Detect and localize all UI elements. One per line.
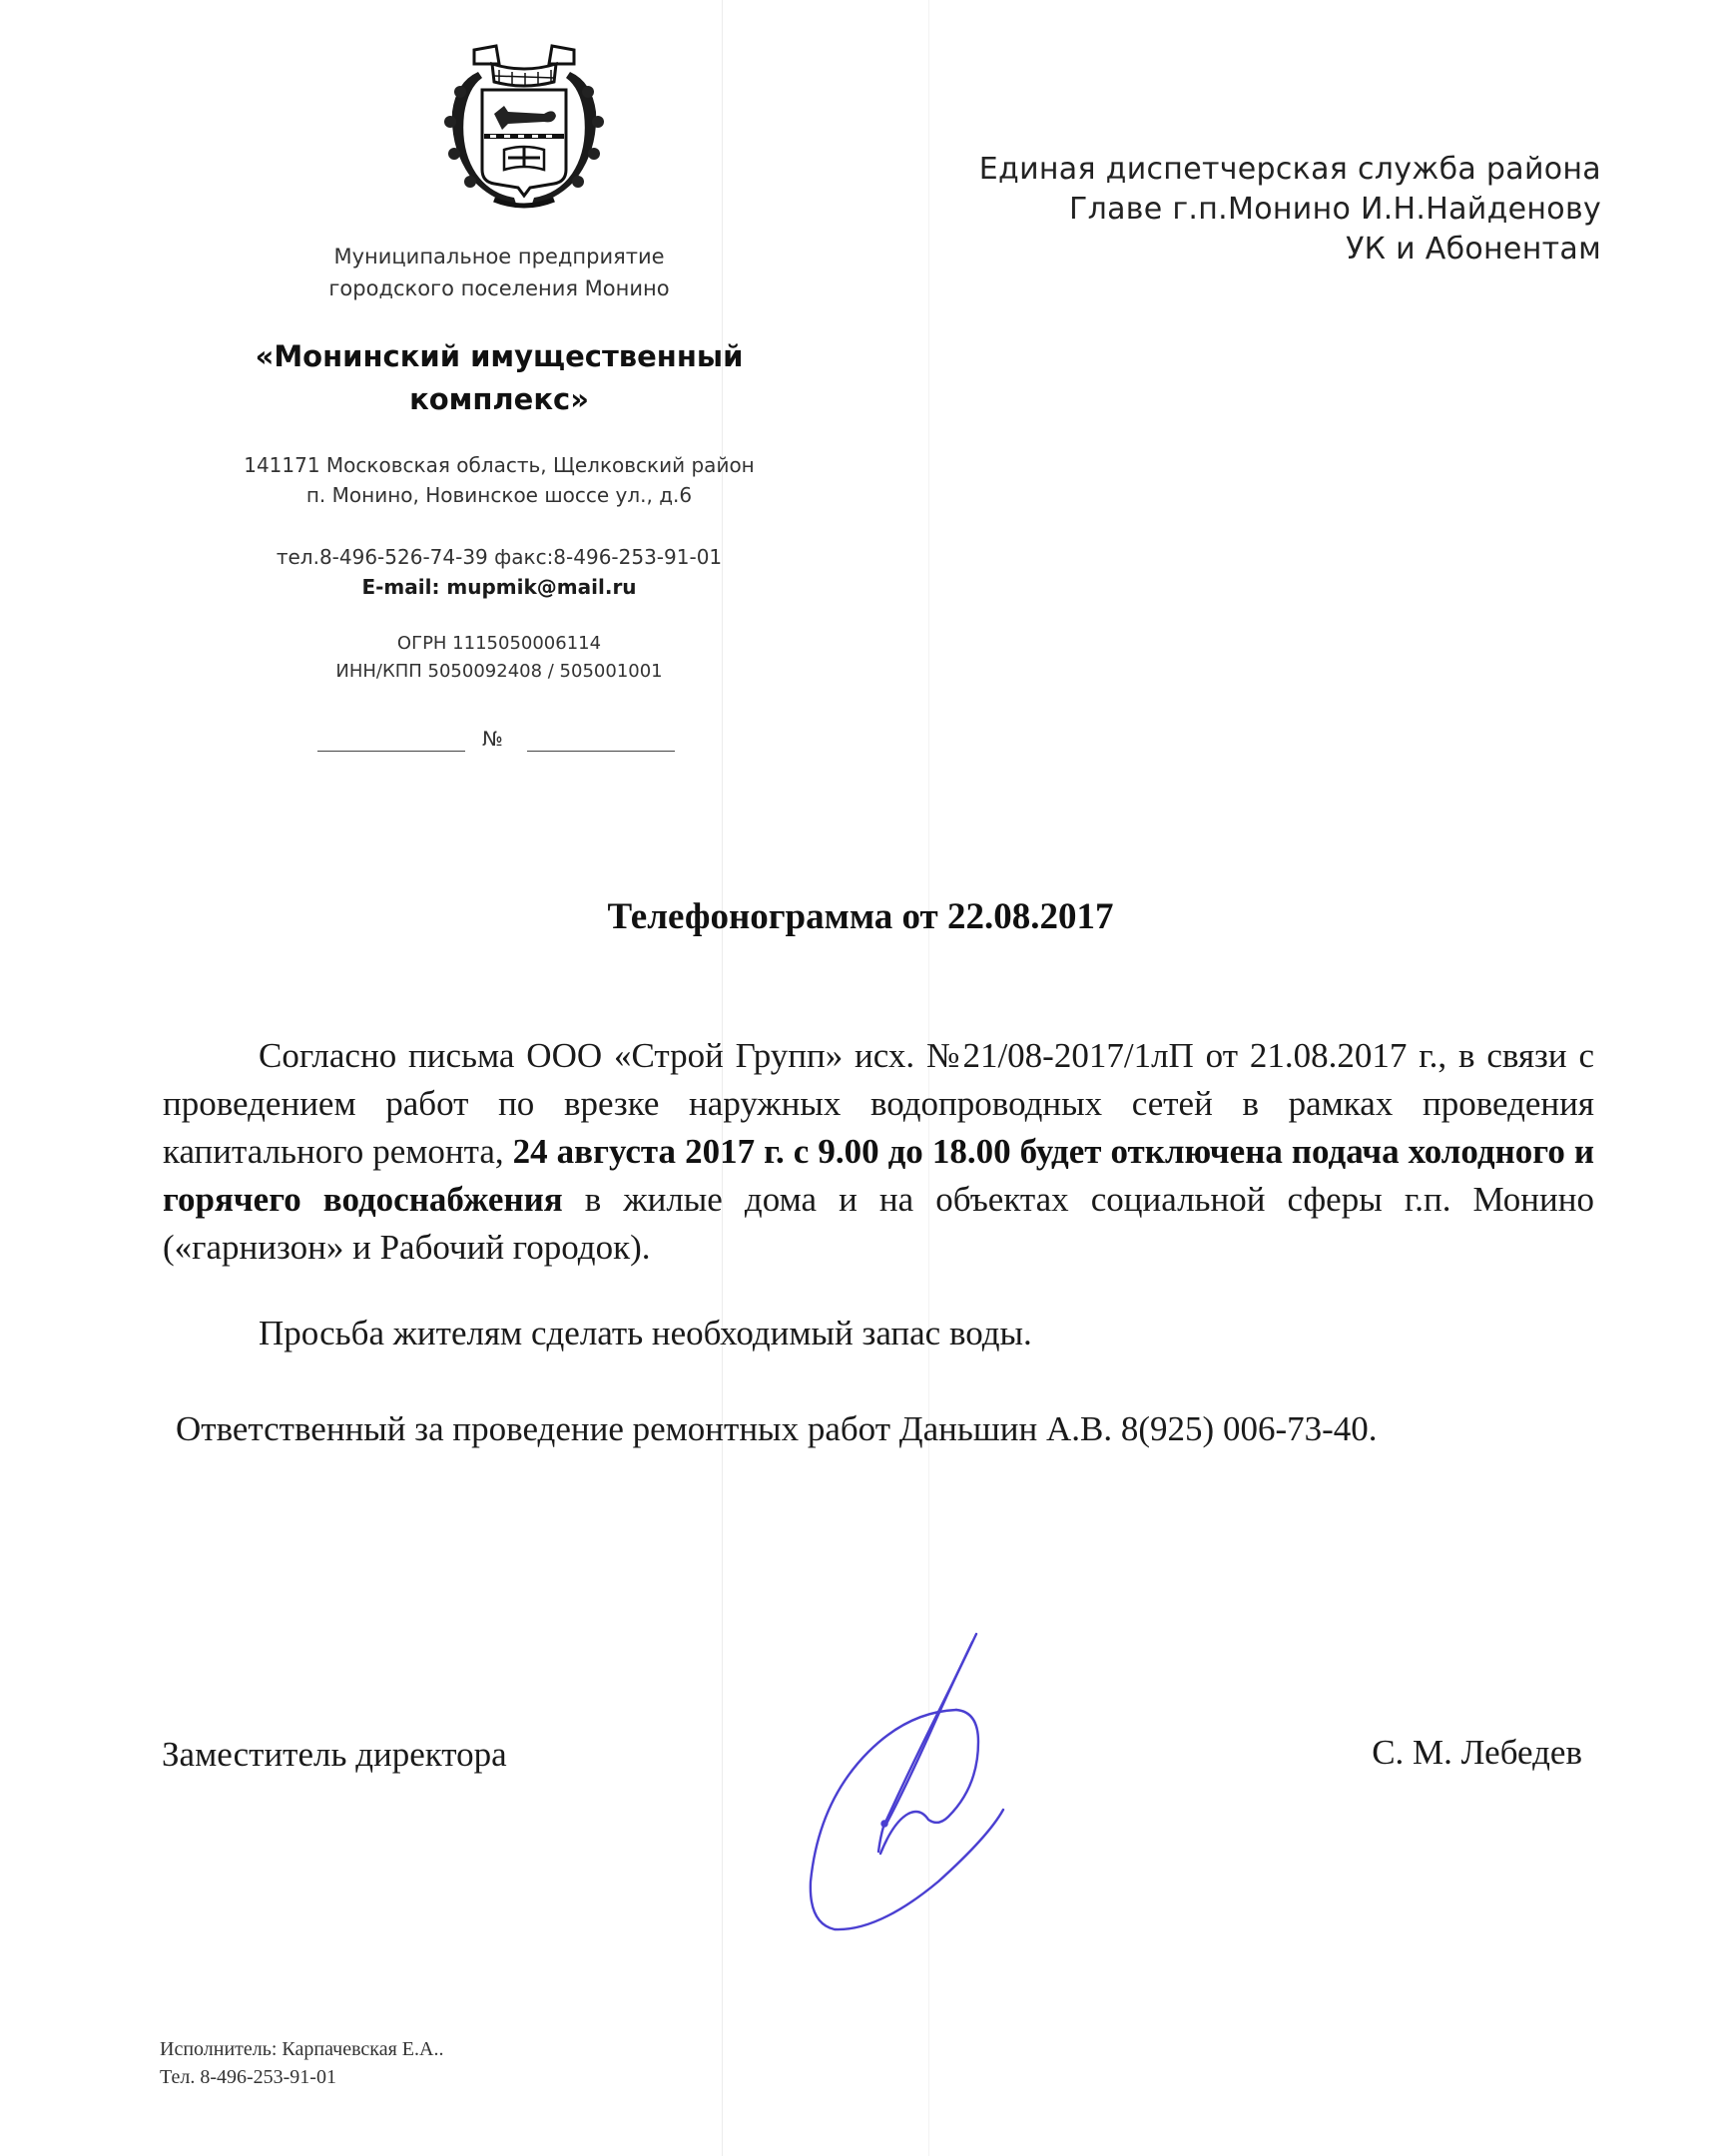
- signatory-position: Заместитель директора: [162, 1735, 507, 1774]
- signatory-name: С. М. Лебедев: [1372, 1733, 1582, 1772]
- org-address: п. Монино, Новинское шоссе ул., д.6: [305, 483, 693, 507]
- outgoing-number-line: [317, 727, 677, 757]
- number-sign: №: [482, 727, 503, 751]
- body-paragraph: [163, 1032, 1594, 1272]
- org-name: комплекс»: [409, 382, 589, 416]
- org-type-line: Муниципальное предприятие: [333, 245, 665, 269]
- body-paragraph: Просьба жителям сделать необходимый запас воды.: [259, 1314, 1032, 1352]
- org-address: 141171 Московская область, Щелковский район: [244, 453, 755, 477]
- addressee-line: Главе г.п.Монино И.Н.Найденову: [1069, 192, 1601, 227]
- org-phone-fax: тел.8-496-526-74-39 факс:8-496-253-91-01: [276, 545, 723, 569]
- body-paragraph: Ответственный за проведение ремонтных работ Даньшин А.В. 8(925) 006-73-40.: [176, 1409, 1378, 1448]
- org-ogrn: ОГРН 1115050006114: [396, 633, 602, 654]
- date-blank: [317, 751, 465, 752]
- org-type-line: городского поселения Монино: [328, 276, 670, 300]
- document-title: Телефонограмма от 22.08.2017: [607, 896, 1114, 937]
- executor-name: Исполнитель: Карпачевская Е.А..: [160, 2038, 444, 2060]
- coat-of-arms-emblem: [404, 42, 644, 212]
- executor-phone: Тел. 8-496-253-91-01: [160, 2066, 336, 2088]
- body-text-plain: Согласно письма ООО «Строй Групп» исх. №21/08-2017/1лП от 21.08.2017 г., в связи с проведением работ по врезке наружных водопроводных сетей в рамках проведения капитального ремонта,: [163, 1036, 1594, 1171]
- org-name: «Монинский имущественный: [255, 339, 744, 373]
- addressee-line: Единая диспетчерская служба района: [978, 152, 1601, 187]
- org-email: E-mail: mupmik@mail.ru: [361, 575, 637, 599]
- number-blank: [527, 751, 675, 752]
- org-inn-kpp: ИНН/КПП 5050092408 / 505001001: [335, 661, 663, 682]
- body-text-bold: 24 августа 2017 г. с 9.00 до 18.00 будет отключена подача холодного и горячего водоснабжения: [163, 1132, 1594, 1219]
- handwritten-signature: [789, 1612, 1018, 1941]
- addressee-line: УК и Абонентам: [1346, 232, 1601, 267]
- body-text-plain: в жилые дома и на объектах социальной сферы г.п. Монино («гарнизон» и Рабочий городок).: [163, 1180, 1594, 1267]
